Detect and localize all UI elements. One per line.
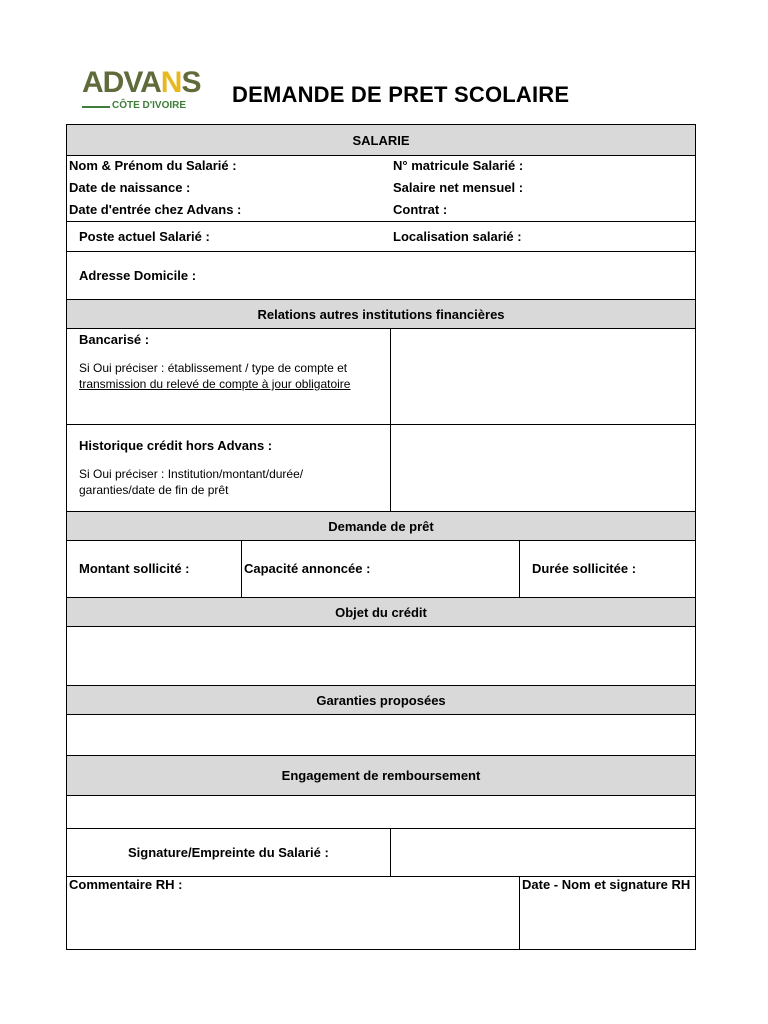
logo-underline bbox=[82, 106, 110, 108]
field-montant: Montant sollicité : bbox=[79, 561, 190, 576]
field-date-naissance: Date de naissance : bbox=[69, 180, 191, 195]
historique-note-line1: Si Oui préciser : Institution/montant/durée/ bbox=[79, 467, 304, 481]
field-historique: Historique crédit hors Advans : bbox=[79, 438, 273, 453]
row-divider bbox=[67, 251, 695, 252]
bancarise-note-line1: Si Oui préciser : établissement / type de compte et bbox=[79, 361, 348, 375]
field-contrat: Contrat : bbox=[393, 202, 448, 217]
field-salaire: Salaire net mensuel : bbox=[393, 180, 524, 195]
field-commentaire-rh: Commentaire RH : bbox=[69, 877, 183, 892]
field-adresse: Adresse Domicile : bbox=[79, 268, 197, 283]
field-localisation: Localisation salarié : bbox=[393, 229, 522, 244]
column-divider bbox=[519, 876, 520, 950]
section-header-salarie: SALARIE bbox=[67, 124, 695, 156]
field-date-nom-signature-rh: Date - Nom et signature RH bbox=[522, 877, 691, 892]
field-nom-prenom: Nom & Prénom du Salarié : bbox=[69, 158, 237, 173]
field-signature: Signature/Empreinte du Salarié : bbox=[128, 845, 329, 860]
section-header-objet: Objet du crédit bbox=[67, 597, 695, 627]
section-header-relations: Relations autres institutions financières bbox=[67, 299, 695, 329]
row-divider bbox=[67, 424, 695, 425]
row-divider bbox=[67, 221, 695, 222]
column-divider bbox=[519, 541, 520, 597]
field-date-entree: Date d'entrée chez Advans : bbox=[69, 202, 242, 217]
logo-wordmark: ADVANS bbox=[82, 66, 201, 99]
row-divider bbox=[67, 828, 695, 829]
bancarise-note-line2: transmission du relevé de compte à jour obligatoire bbox=[79, 377, 351, 391]
field-capacite: Capacité annoncée : bbox=[244, 561, 371, 576]
advans-logo bbox=[82, 66, 201, 114]
field-poste: Poste actuel Salarié : bbox=[79, 229, 210, 244]
field-duree: Durée sollicitée : bbox=[532, 561, 637, 576]
historique-note-line2: garanties/date de fin de prêt bbox=[79, 483, 229, 497]
column-divider bbox=[390, 828, 391, 876]
field-bancarise: Bancarisé : bbox=[79, 332, 150, 347]
page-title: DEMANDE DE PRET SCOLAIRE bbox=[232, 82, 570, 107]
column-divider bbox=[390, 329, 391, 511]
section-header-garanties: Garanties proposées bbox=[67, 685, 695, 715]
logo-subtitle: CÔTE D'IVOIRE bbox=[112, 100, 187, 111]
section-header-demande: Demande de prêt bbox=[67, 511, 695, 541]
column-divider bbox=[241, 541, 242, 597]
field-matricule: N° matricule Salarié : bbox=[393, 158, 524, 173]
section-header-engagement: Engagement de remboursement bbox=[67, 755, 695, 796]
loan-request-form bbox=[66, 124, 696, 950]
